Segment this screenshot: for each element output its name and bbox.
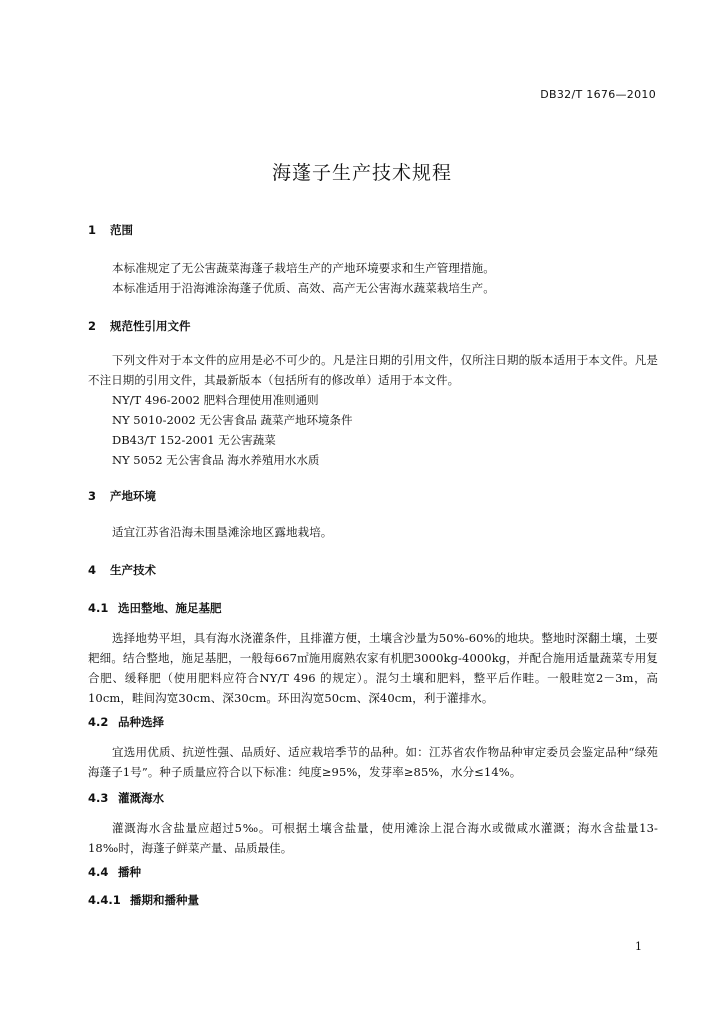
document-title: 海蓬子生产技术规程 — [271, 162, 452, 184]
section-1-paragraph-2: 本标准适用于沿海滩涂海蓬子优质、高效、高产无公害海水蔬菜栽培生产。 — [112, 281, 495, 295]
reference-item: NY 5010-2002 无公害食品 蔬菜产地环境条件 — [112, 413, 353, 427]
subsection-title: 选田整地、施足基肥 — [118, 601, 222, 615]
subsection-number: 4.1 — [88, 601, 109, 615]
subsection-title: 灌溉海水 — [118, 791, 164, 805]
standard-code: DB32/T 1676—2010 — [540, 88, 656, 101]
subsection-number: 4.4.1 — [88, 893, 121, 907]
subsection-number: 4.4 — [88, 865, 109, 879]
subsection-title: 播种 — [118, 865, 141, 879]
subsection-title: 播期和播种量 — [130, 893, 199, 907]
subsection-4-4-1-heading — [88, 892, 199, 908]
subsection-number: 4.3 — [88, 791, 109, 805]
page-number: 1 — [635, 940, 642, 953]
section-number: 1 — [88, 223, 97, 237]
section-3-heading — [88, 488, 156, 504]
section-3-paragraph: 适宜江苏省沿海未围垦滩涂地区露地栽培。 — [112, 525, 333, 539]
section-2-intro: 下列文件对于本文件的应用是必不可少的。凡是注日期的引用文件，仅所注日期的版本适用于本文件。凡是不注日期的引用文件，其最新版本（包括所有的修改单）适用于本文件。 — [88, 353, 658, 387]
section-1-paragraph-1: 本标准规定了无公害蔬菜海蓬子栽培生产的产地环境要求和生产管理措施。 — [112, 261, 495, 275]
section-2-heading — [88, 318, 191, 334]
section-title: 范围 — [110, 223, 133, 237]
section-4-heading — [88, 562, 156, 578]
section-title: 产地环境 — [110, 489, 156, 503]
subsection-4-4-heading — [88, 864, 141, 880]
section-number: 2 — [88, 319, 97, 333]
subsection-title: 品种选择 — [118, 715, 164, 729]
reference-item: DB43/T 152-2001 无公害蔬菜 — [112, 433, 276, 447]
subsection-4-1-heading — [88, 600, 222, 616]
subsection-4-3-heading — [88, 790, 164, 806]
reference-item: NY 5052 无公害食品 海水养殖用水水质 — [112, 453, 320, 467]
subsection-4-2-paragraph: 宜选用优质、抗逆性强、品质好、适应栽培季节的品种。如：江苏省农作物品种审定委员会鉴定品种“绿苑海蓬子1号”。种子质量应符合以下标准：纯度≥95%，发芽率≥85%，水分≤14%。 — [88, 745, 658, 779]
section-number: 4 — [88, 563, 97, 577]
subsection-4-3-paragraph: 灌溉海水含盐量应超过5‰。可根据土壤含盐量，使用滩涂上混合海水或微咸水灌溉；海水含盐量13-18‰时，海蓬子鲜菜产量、品质最佳。 — [88, 821, 658, 855]
section-1-heading — [88, 222, 133, 238]
subsection-4-2-heading — [88, 714, 164, 730]
reference-item: NY/T 496-2002 肥料合理使用准则通则 — [112, 393, 319, 407]
section-number: 3 — [88, 489, 97, 503]
section-title: 生产技术 — [110, 563, 156, 577]
subsection-4-1-paragraph: 选择地势平坦，具有海水浇灌条件，且排灌方便，土壤含沙量为50%-60%的地块。整地时深翻土壤，土要耙细。结合整地，施足基肥，一般每667㎡施用腐熟农家有机肥3000kg-4000kg，并配合施用适量蔬菜专用复合肥、缓释肥（使用肥料应符合NY/T 496 的规定）。混匀土壤和肥料，整平后作畦。一般畦宽2－3m，高10cm，畦间沟宽30cm、深30cm。环田沟宽50cm、深40cm，利于灌排水。 — [88, 631, 658, 705]
section-title: 规范性引用文件 — [110, 319, 191, 333]
subsection-number: 4.2 — [88, 715, 109, 729]
